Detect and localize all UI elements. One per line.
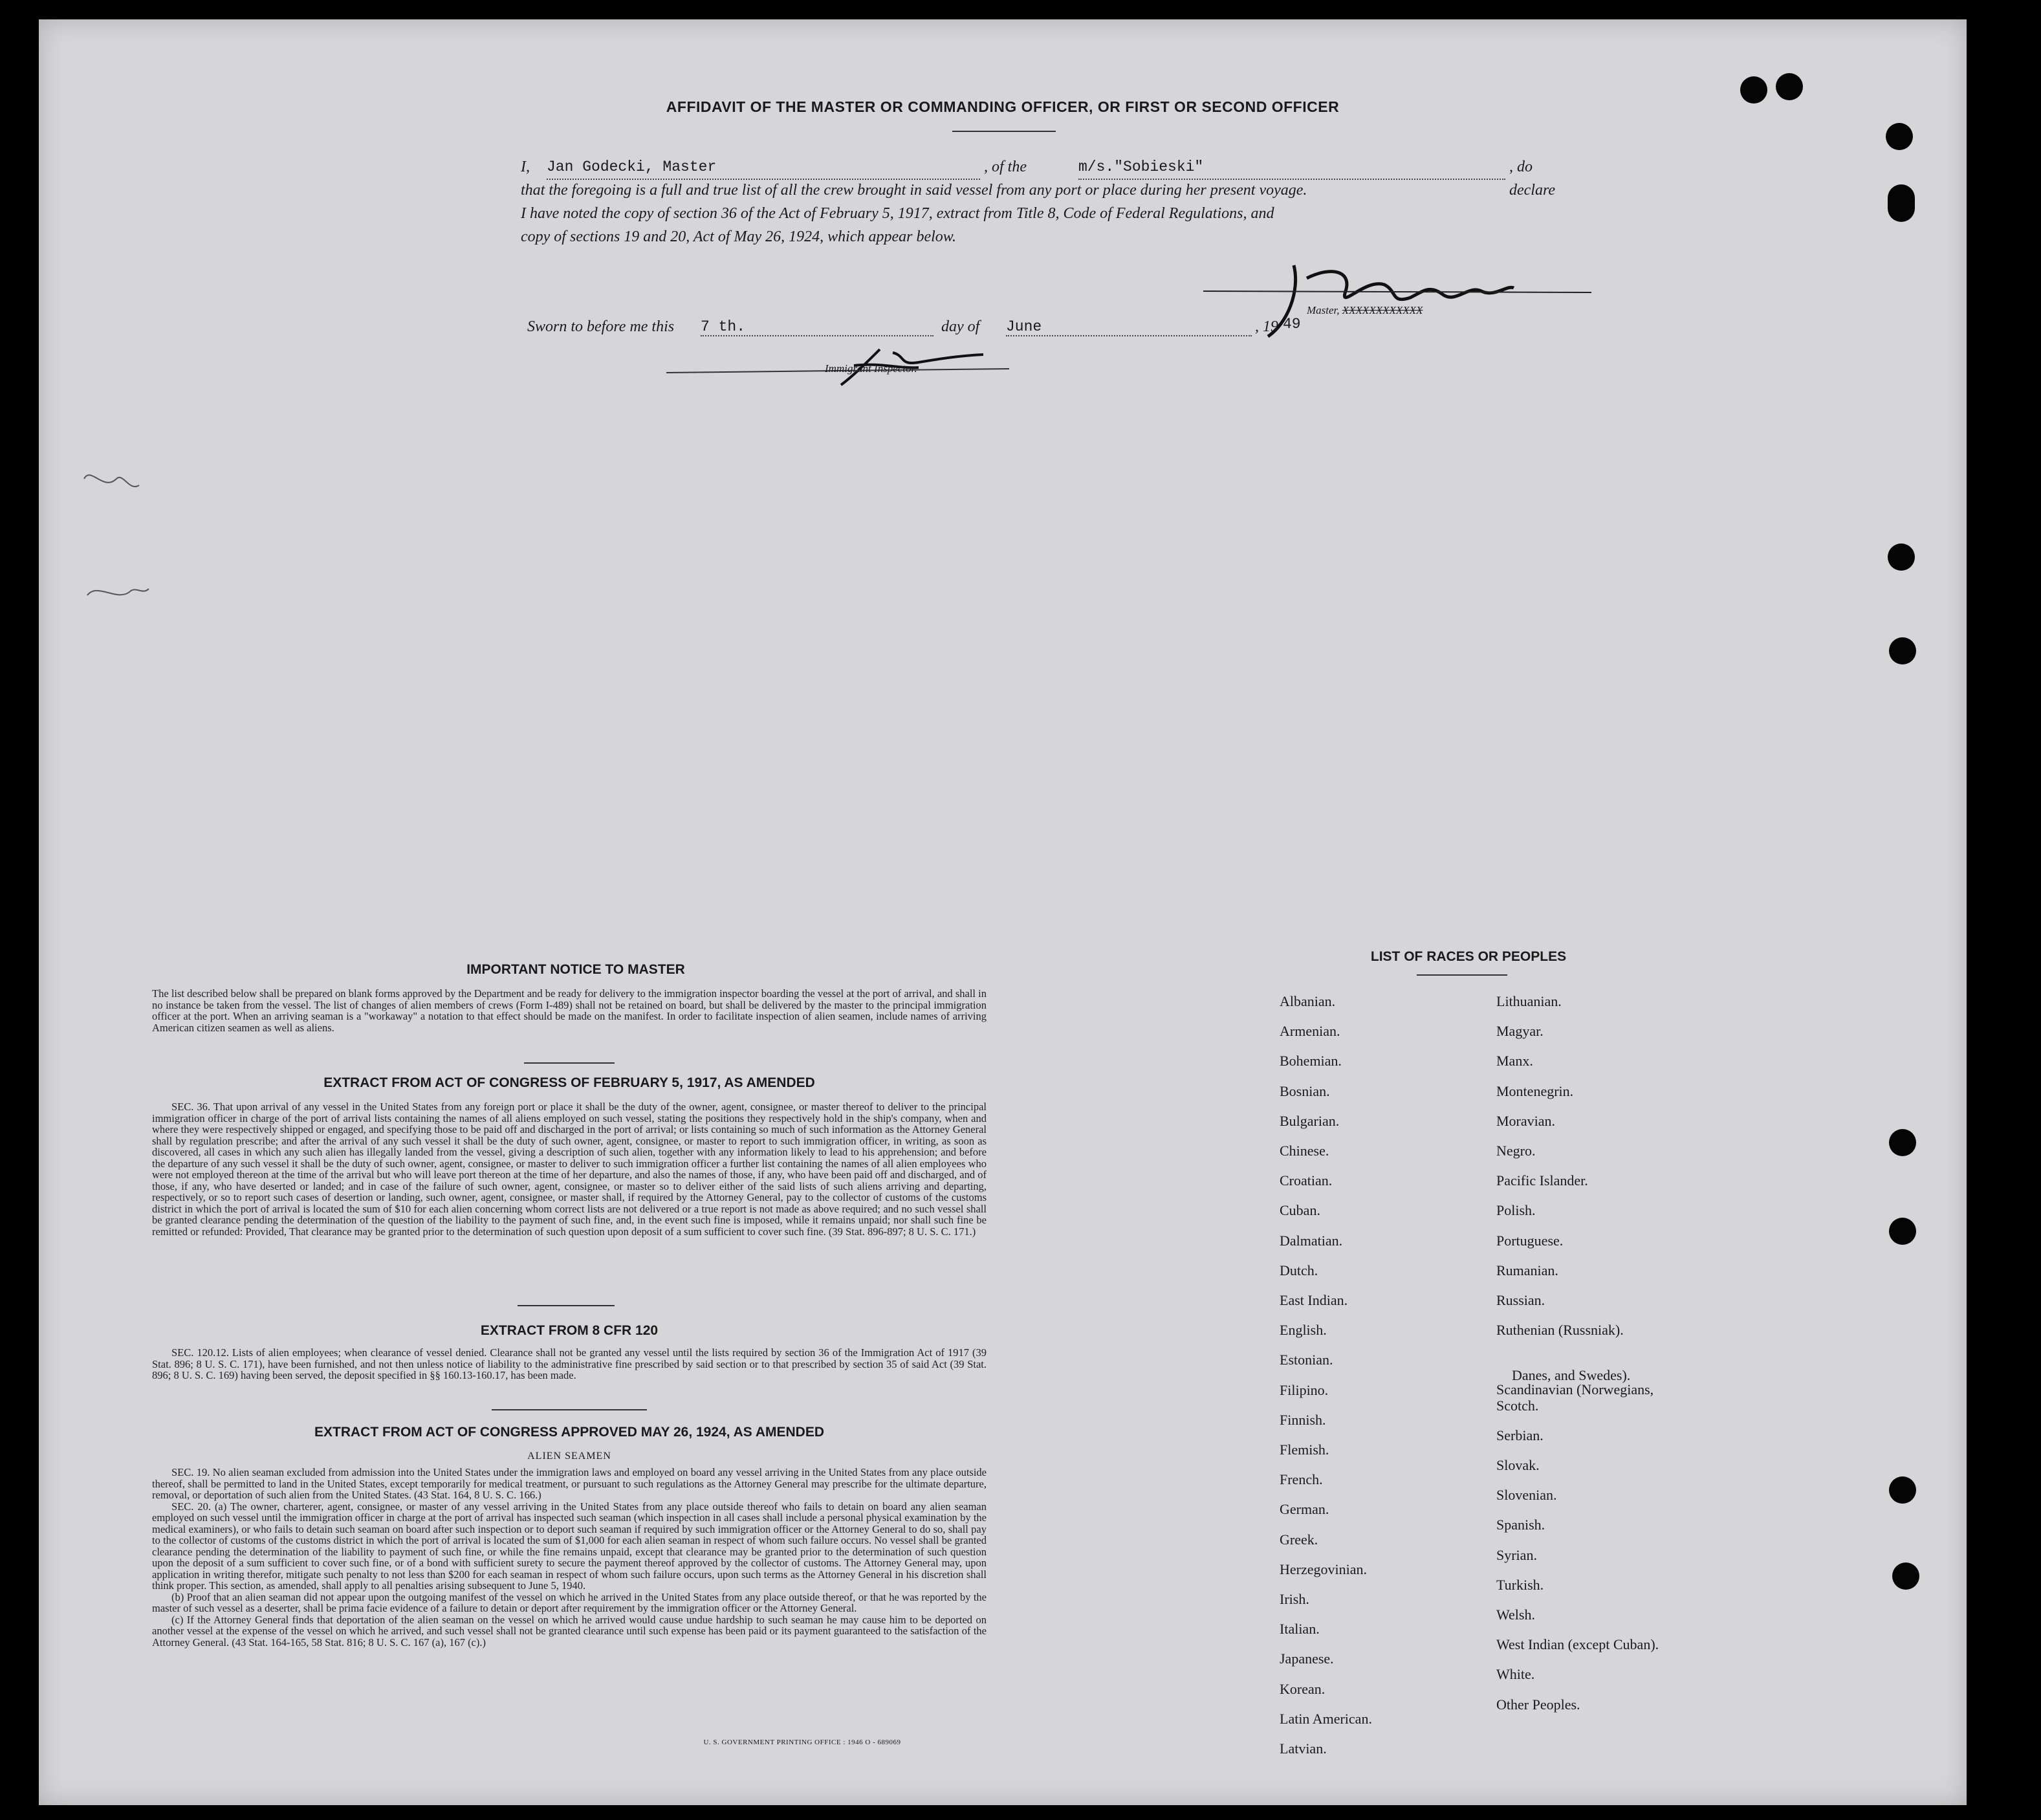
- of-the-text: , of the: [984, 159, 1027, 175]
- race-item: Bosnian.: [1280, 1082, 1330, 1099]
- extract-1917-body: SEC. 36. That upon arrival of any vessel in the United States from any foreign port or place it shall be the duty of the owner, agent, consignee, or master thereof to deliver to the principal immigration officer in charge of the port of arrival lists containing the names of all aliens employed on such vessel, stating the positions they respectively hold in the ship's company, when and where they were respectively shipped or engaged, and specifying those to be paid off and discharged in the port of arrival; or lists containing so much of such information as the Attorney General shall by regulation prescribe; and after the arrival of any such vessel it shall be the duty of such owner, agent, consignee, or master to report to such immigration officer, in writing, as soon as discovered, all cases in which any such alien has illegally landed from the vessel, giving a description of such alien, together with any information likely to lead to his apprehension; and before the departure of any such vessel it shall be the duty of such owner, agent, consignee, or master to deliver to such immigration officer a further list containing the names of all alien employees who were not employed thereon at the time of the arrival but who will leave port thereon at the time of her departure, and also the names of those, if any, who have been paid off and discharged, and of those, if any, who have deserted or landed; and in case of the failure of such owner, agent, consignee, or master so to deliver either of the said lists of such aliens arriving and departing, respectively, or so to report such cases of desertion or landing, such owner, agent, consignee, or master shall, if required by the Attorney General, pay to the collector of customs of the customs district in which the port of arrival is located the sum of $10 for each alien concerning whom correct lists are not delivered or a true report is not made as above required; and no such vessel shall be granted clearance pending the determination of the question of the liability to the payment of such fine, and, in the event such fine is imposed, while it remains unpaid; nor shall such fine be remitted or refunded: Provided, That clearance may be granted prior to the determination of such question upon deposit of a sum sufficient to cover such fine. (39 Stat. 896-897; 8 U. S. C. 171.): [152, 1101, 987, 1238]
- punch-hole: [1889, 1129, 1916, 1156]
- race-item: Serbian.: [1496, 1427, 1544, 1443]
- printer-imprint: U. S. GOVERNMENT PRINTING OFFICE : 1946 O - 689069: [703, 1738, 901, 1746]
- punch-hole: [1889, 1476, 1916, 1504]
- punch-hole: [1740, 76, 1767, 104]
- punch-hole: [1776, 73, 1803, 100]
- race-item: Flemish.: [1280, 1442, 1329, 1458]
- sec-20b-text: (b) Proof that an alien seaman did not appear upon the outgoing manifest of the vessel on which he arrived in the United States from any place outside thereof, or that he was reported by the master of such vessel as a deserter, shall be prima facie evidence of a failure to detain or deport after requirement by the immigration officer or the Attorney General.: [152, 1590, 987, 1614]
- punch-hole: [1889, 637, 1916, 664]
- year-prefix: , 19: [1255, 318, 1278, 335]
- sec-20a-text: SEC. 20. (a) The owner, charterer, agent, consignee, or master of any vessel arriving in the United States from any place outside thereof who fails to detain on board any alien seaman employed on such vessel until the immigration officer in charge at the port of arrival has inspected such seaman (which inspection in all cases shall include a personal physical examination by the medical examiners), or who fails to detain such seaman on board after such inspection or to deport such seaman if required by such immigration officer or the Attorney General to do so, shall pay to the collector of customs of the customs district in which the port of arrival is located the sum of $1,000 for each alien seaman in respect of whom such failure occurs. No vessel shall be granted clearance pending the determination of the liability to payment of such fine, or while the fine remains unpaid, except that clearance may be granted prior to the determination of such question upon the deposit of a sum sufficient to cover such fine, or of a bond with sufficient surety to secure the payment thereof approved by the collector of customs. The Attorney General may, upon application in writing therefor, mitigate such penalty to not less than $200 for each seaman in respect of whom such failure occurs, upon such terms as the Attorney General in his discretion shall think proper. This section, as amended, shall apply to all penalties arising subsequent to June 5, 1940.: [152, 1500, 987, 1592]
- races-divider: [1417, 974, 1507, 976]
- struck-officer-titles: XXXXXXXXXXXX: [1342, 304, 1423, 316]
- race-item: Italian.: [1280, 1621, 1320, 1638]
- year-suffix: 49: [1283, 316, 1301, 333]
- master-caption: [1307, 304, 1423, 317]
- divider-1: [524, 1062, 615, 1064]
- races-left-column: [1280, 993, 1474, 1795]
- alien-seamen-subtitle: ALIEN SEAMEN: [527, 1451, 611, 1462]
- affidavit-line-4: copy of sections 19 and 20, Act of May 26, 1924, which appear below.: [521, 228, 957, 245]
- race-item: French.: [1280, 1471, 1323, 1488]
- race-item: Albanian.: [1280, 993, 1336, 1009]
- extract-cfr-title: EXTRACT FROM 8 CFR 120: [480, 1323, 659, 1338]
- punch-hole: [1888, 184, 1915, 222]
- inspector-signature: [621, 336, 1022, 388]
- race-item: East Indian.: [1280, 1292, 1348, 1308]
- race-item: Cuban.: [1280, 1202, 1320, 1219]
- vessel-name-field: m/s."Sobieski": [1078, 155, 1505, 180]
- do-declare-text: , do declare: [1509, 159, 1556, 199]
- race-item: Latin American.: [1280, 1710, 1372, 1727]
- race-item: Slovak.: [1496, 1457, 1540, 1473]
- race-item: Lithuanian.: [1496, 993, 1562, 1009]
- sworn-month-field: June: [1006, 318, 1252, 336]
- notice-title: IMPORTANT NOTICE TO MASTER: [466, 962, 685, 977]
- extract-1924-title: EXTRACT FROM ACT OF CONGRESS APPROVED MAY 26, 1924, AS AMENDED: [314, 1425, 825, 1440]
- affidavit-line-2: that the foregoing is a full and true list of all the crew brought in said vessel from any port or place during her present voyage.: [521, 182, 1307, 199]
- race-item: Croatian.: [1280, 1172, 1333, 1189]
- punch-hole: [1892, 1562, 1919, 1590]
- race-item: Negro.: [1496, 1143, 1536, 1159]
- affidavit-title: AFFIDAVIT OF THE MASTER OR COMMANDING OFFICER, OR FIRST OR SECOND OFFICER: [666, 98, 1340, 115]
- race-item: Japanese.: [1280, 1650, 1334, 1667]
- notice-body: The list described below shall be prepared on blank forms approved by the Department and be ready for delivery to the immigration inspector boarding the vessel at the port of arrival, and shall in no instance be taken from the vessel. The list of changes of alien members of crews (Form I-489) shall not be retained on board, but shall be delivered by the master to the principal immigration officer at the port. When an arriving seaman is a "workaway" a notation to that effect should be made on the manifest. In order to facilitate inspection of alien seamen, include names of arriving American citizen seamen as well as aliens.: [152, 987, 987, 1034]
- day-of-text: day of: [941, 318, 980, 335]
- race-item: Rumanian.: [1496, 1262, 1558, 1278]
- extract-cfr-body: SEC. 120.12. Lists of alien employees; when clearance of vessel denied. Clearance shall not be granted any vessel until the lists required by section 36 of the Immigration Act of 1917 (39 Stat. 896; 8 U. S. C. 171), have been furnished, and not then unless notice of liability to the administrative fine prescribed by said section or to that prescribed by section 35 of said Act (39 Stat. 896; 8 U. S. C. 169) having been served, the deposit specified in §§ 160.13-160.17, has been made.: [152, 1346, 987, 1381]
- extract-1917-title: EXTRACT FROM ACT OF CONGRESS OF FEBRUARY 5, 1917, AS AMENDED: [323, 1075, 815, 1090]
- race-item: Korean.: [1280, 1680, 1326, 1697]
- race-item: Chinese.: [1280, 1143, 1329, 1159]
- race-item: Scotch.: [1496, 1397, 1539, 1414]
- sec-20c-text: (c) If the Attorney General finds that deportation of the alien seaman on the vessel on which he arrived would cause undue hardship to such seaman he may cause him to be deported on another vessel at the expense of the vessel on which he arrived, and such vessel shall not be granted clearance until such expense has been paid or its payment guaranteed to the satisfaction of the Attorney General. (43 Stat. 164-165, 58 Stat. 816; 8 U. S. C. 167 (a), 167 (c).): [152, 1613, 987, 1649]
- race-item: Other Peoples.: [1496, 1696, 1580, 1713]
- sworn-prefix: Sworn to before me this: [527, 318, 675, 335]
- race-item: Polish.: [1496, 1202, 1536, 1219]
- race-item: Scandinavian (Norwegians,: [1496, 1381, 1654, 1398]
- race-item: Ruthenian (Russniak).: [1496, 1322, 1624, 1339]
- punch-hole: [1889, 1218, 1916, 1245]
- race-item: Slovenian.: [1496, 1487, 1557, 1504]
- divider-3: [492, 1409, 647, 1410]
- races-right-column: [1496, 993, 1768, 1795]
- race-item: Pacific Islander.: [1496, 1172, 1588, 1189]
- race-item: Dalmatian.: [1280, 1232, 1343, 1249]
- race-item: Welsh.: [1496, 1606, 1535, 1623]
- race-item: Filipino.: [1280, 1381, 1329, 1398]
- affidavit-paragraph: [521, 155, 1569, 248]
- race-item: English.: [1280, 1322, 1327, 1339]
- race-item: Turkish.: [1496, 1576, 1544, 1593]
- race-item: Greek.: [1280, 1531, 1318, 1548]
- punch-hole: [1886, 123, 1913, 150]
- races-title: LIST OF RACES OR PEOPLES: [1370, 949, 1567, 964]
- affidavit-i: I,: [521, 159, 530, 175]
- sworn-day-field: 7 th.: [701, 318, 933, 336]
- race-item: Magyar.: [1496, 1023, 1544, 1040]
- race-item: Finnish.: [1280, 1411, 1326, 1428]
- affidavit-line-3: I have noted the copy of section 36 of the Act of February 5, 1917, extract from Title 8, Code of Federal Regulations, and: [521, 205, 1274, 222]
- sec-19-text: SEC. 19. No alien seaman excluded from admission into the United States under the immigration laws and employed on board any vessel arriving in the United States from any place outside thereof, shall be permitted to land in the United States, except temporarily for medical treatment, or pursuant to such regulations as the Attorney General may prescribe for the ultimate departure, removal, or deportation of such alien from the United States. (43 Stat. 164, 8 U. S. C. 166.): [152, 1466, 987, 1501]
- master-caption-label: Master,: [1307, 304, 1340, 316]
- extract-1924-body: [152, 1467, 987, 1648]
- race-item: Manx.: [1496, 1053, 1533, 1069]
- race-item: Bulgarian.: [1280, 1112, 1340, 1129]
- inspector-caption: Immigrant Inspector.: [825, 362, 917, 375]
- divider-2: [518, 1305, 615, 1306]
- race-item: German.: [1280, 1501, 1329, 1518]
- document-page: [39, 19, 1967, 1805]
- race-item: West Indian (except Cuban).: [1496, 1636, 1659, 1653]
- race-item: Dutch.: [1280, 1262, 1318, 1278]
- master-name-field: Jan Godecki, Master: [547, 155, 980, 180]
- race-item: Herzegovinian.: [1280, 1561, 1367, 1577]
- race-item: Spanish.: [1496, 1517, 1545, 1533]
- race-item: Portuguese.: [1496, 1232, 1564, 1249]
- race-item: Latvian.: [1280, 1740, 1327, 1757]
- race-item: Russian.: [1496, 1292, 1545, 1308]
- race-item: Armenian.: [1280, 1023, 1340, 1040]
- margin-annotation: [78, 453, 155, 621]
- race-item: Syrian.: [1496, 1546, 1537, 1563]
- race-item: Danes, and Swedes).: [1512, 1367, 1631, 1384]
- race-item: Moravian.: [1496, 1112, 1556, 1129]
- race-item: Montenegrin.: [1496, 1082, 1574, 1099]
- race-item: Estonian.: [1280, 1352, 1333, 1368]
- title-divider: [952, 131, 1056, 132]
- race-item: Irish.: [1280, 1591, 1309, 1607]
- race-item: Bohemian.: [1280, 1053, 1342, 1069]
- punch-hole: [1888, 543, 1915, 571]
- race-item: White.: [1496, 1666, 1535, 1683]
